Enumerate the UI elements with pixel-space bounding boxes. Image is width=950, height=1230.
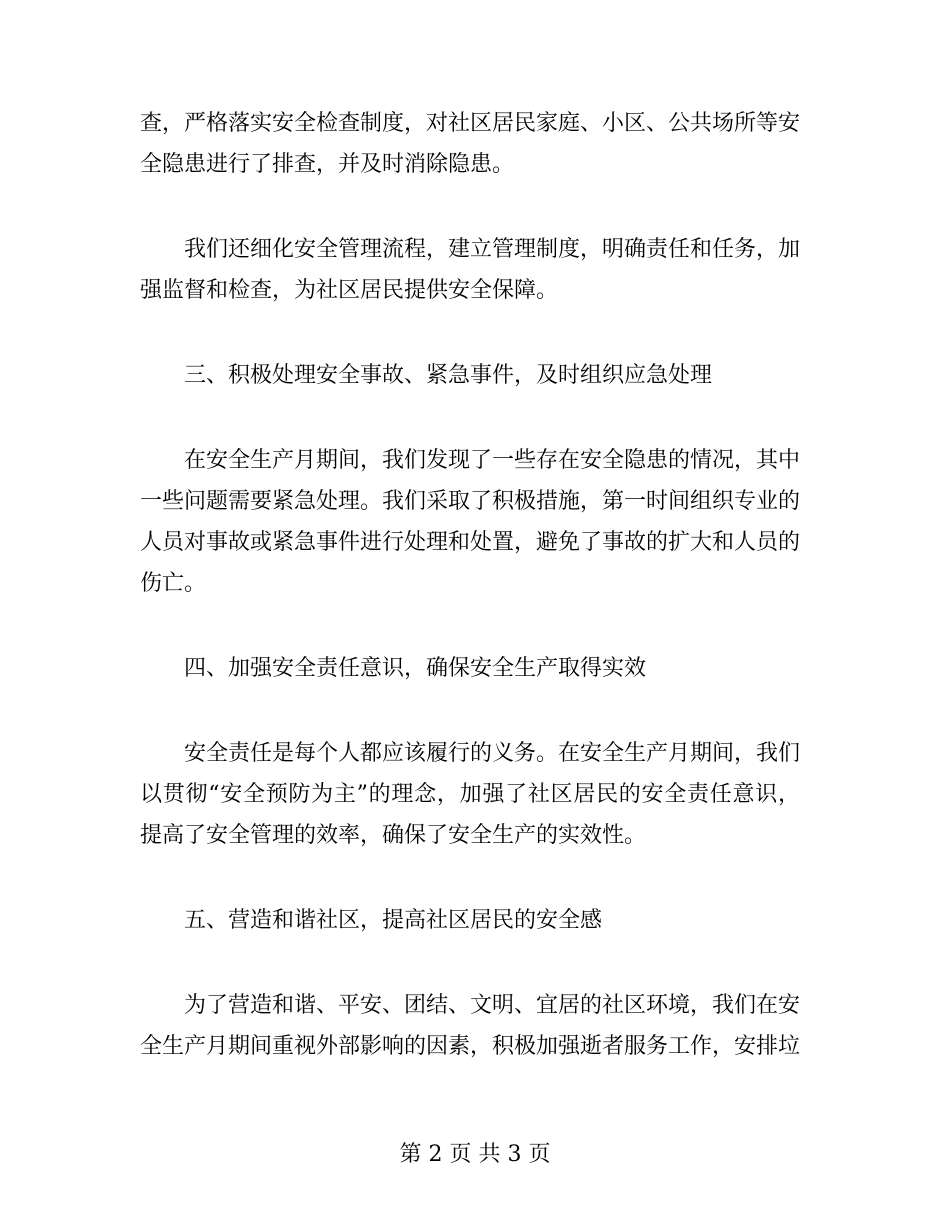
section-heading-4: 四、加强安全责任意识，确保安全生产取得实效	[184, 656, 647, 681]
section-heading-3: 三、积极处理安全事故、紧急事件，及时组织应急处理	[184, 363, 713, 388]
paragraph-continued: 查，严格落实安全检查制度，对社区居民家庭、小区、公共场所等安全隐患进行了排查，并及时消除隐患。	[140, 111, 801, 177]
paragraph-management-process: 我们还细化安全管理流程，建立管理制度，明确责任和任务，加强监督和检查，为社区居民提供安全保障。	[140, 237, 801, 303]
section-heading-5: 五、营造和谐社区，提高社区居民的安全感	[184, 908, 603, 933]
paragraph-responsibility: 安全责任是每个人都应该履行的义务。在安全生产月期间，我们以贯彻“安全预防为主”的理念，加强了社区居民的安全责任意识，提高了安全管理的效率，确保了安全生产的实效性。	[140, 741, 801, 848]
paragraph-harmonious-community: 为了营造和谐、平安、团结、文明、宜居的社区环境，我们在安全生产月期间重视外部影响的因素，积极加强逝者服务工作，安排垃	[140, 993, 801, 1059]
paragraph-emergency-handling: 在安全生产月期间，我们发现了一些存在安全隐患的情况，其中一些问题需要紧急处理。我们采取了积极措施，第一时间组织专业的人员对事故或紧急事件进行处理和处置，避免了事故的扩大和人员的伤亡。	[140, 448, 801, 596]
page-footer: 第 2 页 共 3 页	[399, 1142, 551, 1167]
body-text	[140, 103, 800, 1111]
